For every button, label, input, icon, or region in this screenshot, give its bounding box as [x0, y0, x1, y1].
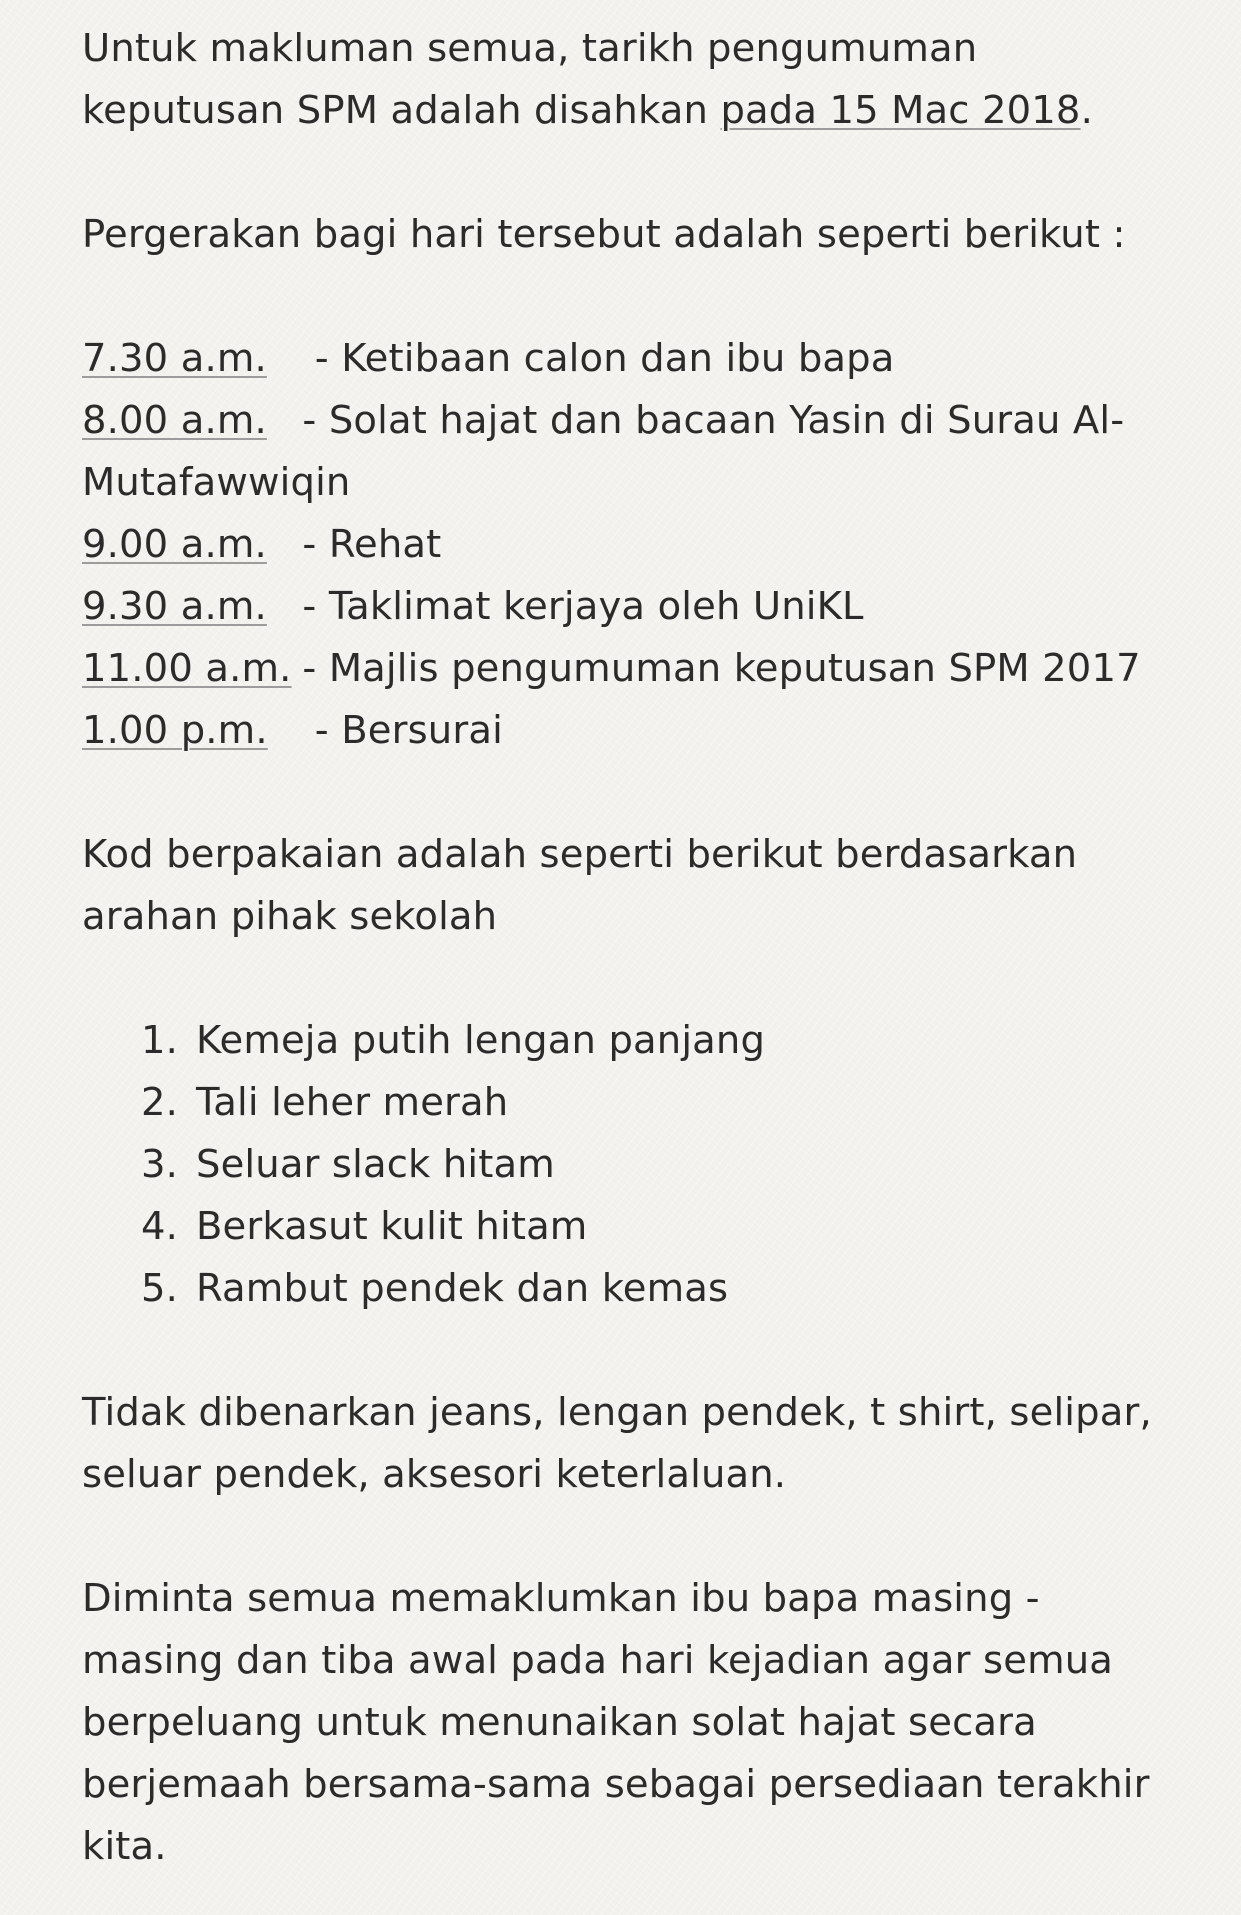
- list-text: Kemeja putih lengan panjang: [196, 1018, 766, 1063]
- list-text: Seluar slack hitam: [196, 1142, 555, 1187]
- schedule-activity: - Taklimat kerjaya oleh UniKL: [290, 584, 864, 629]
- dress-intro: Kod berpakaian adalah seperti berikut berdasarkan arahan pihak sekolah: [82, 832, 1078, 939]
- list-item: [82, 1258, 1192, 1320]
- prohibited-paragraph: Tidak dibenarkan jeans, lengan pendek, t shirt, selipar, seluar pendek, aksesori keterlaluan.: [82, 1390, 1152, 1497]
- schedule-activity: - Solat hajat dan bacaan Yasin di Surau Al-Mutafawwiqin: [82, 398, 1125, 505]
- schedule-list: [82, 328, 1192, 762]
- schedule-row: [82, 638, 1192, 700]
- dress-code-list: [82, 1010, 1192, 1320]
- schedule-row: [82, 700, 1192, 762]
- list-number: 1.: [140, 1018, 178, 1063]
- schedule-time-link[interactable]: 11.00 a.m.: [82, 646, 292, 691]
- list-item: [82, 1196, 1192, 1258]
- note-body[interactable]: [82, 18, 1192, 1878]
- schedule-time-link[interactable]: 9.30 a.m.: [82, 584, 267, 629]
- blank-line: [82, 762, 1192, 824]
- schedule-row: [82, 576, 1192, 638]
- closing-paragraph: Diminta semua memaklumkan ibu bapa masing - masing dan tiba awal pada hari kejadian agar semua berpeluang untuk menunaikan solat hajat secara berjemaah bersama-sama sebagai persediaan terakhir kita.: [82, 1576, 1150, 1869]
- list-text: Berkasut kulit hitam: [196, 1204, 588, 1249]
- blank-line: [82, 948, 1192, 1010]
- blank-line: [82, 142, 1192, 204]
- intro-end: .: [1080, 88, 1093, 133]
- blank-line: [82, 266, 1192, 328]
- blank-line: [82, 1506, 1192, 1568]
- intro-paragraph: [82, 18, 1192, 142]
- list-number: 2.: [140, 1080, 178, 1125]
- date-link[interactable]: pada 15 Mac 2018: [720, 88, 1081, 133]
- schedule-intro: Pergerakan bagi hari tersebut adalah seperti berikut :: [82, 212, 1126, 257]
- schedule-activity: - Bersurai: [290, 708, 503, 753]
- list-number: 3.: [140, 1142, 178, 1187]
- blank-line: [82, 1320, 1192, 1382]
- schedule-row: [82, 328, 1192, 390]
- schedule-time-link[interactable]: 1.00 p.m.: [82, 708, 268, 753]
- schedule-time-link[interactable]: 9.00 a.m.: [82, 522, 267, 567]
- list-item: [82, 1072, 1192, 1134]
- schedule-time-link[interactable]: 8.00 a.m.: [82, 398, 267, 443]
- schedule-activity: - Majlis pengumuman keputusan SPM 2017: [290, 646, 1141, 691]
- list-text: Rambut pendek dan kemas: [196, 1266, 729, 1311]
- schedule-activity: - Ketibaan calon dan ibu bapa: [290, 336, 895, 381]
- list-number: 5.: [140, 1266, 178, 1311]
- schedule-row: [82, 514, 1192, 576]
- list-text: Tali leher merah: [196, 1080, 509, 1125]
- list-item: [82, 1010, 1192, 1072]
- schedule-row: [82, 390, 1192, 514]
- schedule-time-link[interactable]: 7.30 a.m.: [82, 336, 267, 381]
- intro-text: Untuk makluman semua, tarikh pengumuman keputusan SPM adalah disahkan: [82, 26, 978, 133]
- list-item: [82, 1134, 1192, 1196]
- list-number: 4.: [140, 1204, 178, 1249]
- schedule-activity: - Rehat: [290, 522, 442, 567]
